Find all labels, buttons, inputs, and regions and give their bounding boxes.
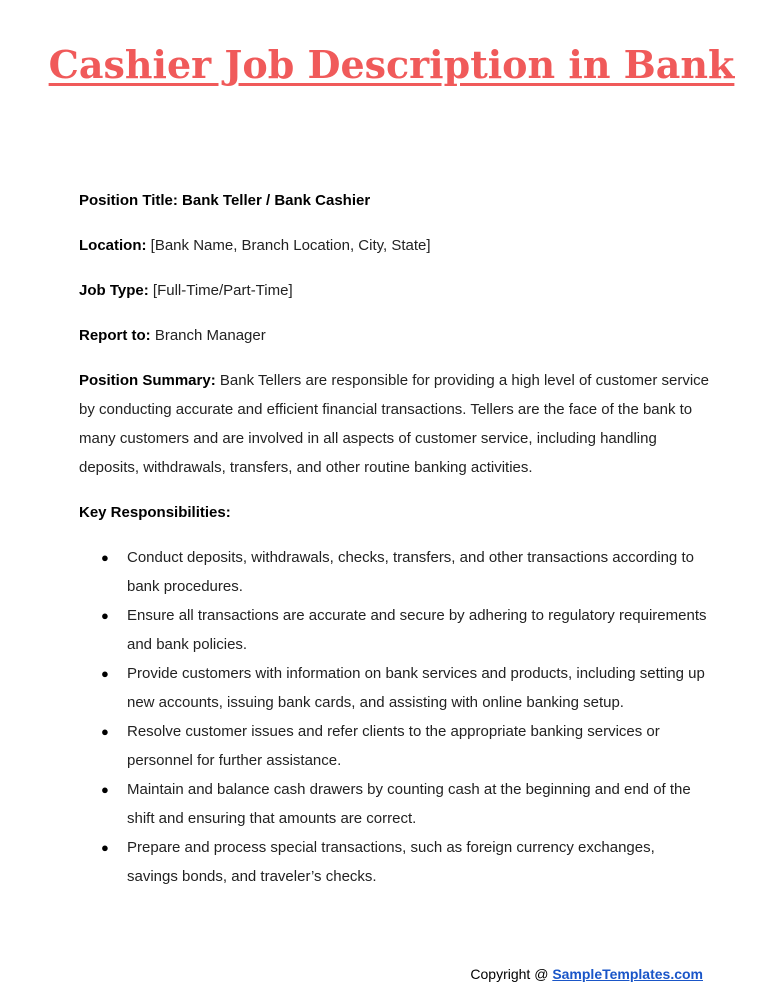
list-item-text: Ensure all transactions are accurate and secure by adhering to regulatory requirements and bank policies. — [127, 607, 707, 653]
list-item — [79, 833, 709, 891]
list-item — [79, 543, 709, 601]
list-item-text: Prepare and process special transactions, such as foreign currency exchanges, savings bonds, and traveler’s checks. — [127, 839, 655, 885]
job-type-field — [79, 276, 709, 305]
location-value: [Bank Name, Branch Location, City, State] — [150, 237, 431, 254]
list-item — [79, 717, 709, 775]
bullet-icon: ● — [101, 550, 109, 565]
list-item — [79, 659, 709, 717]
location-label: Location: — [79, 237, 147, 254]
bullet-icon: ● — [101, 666, 109, 681]
bullet-icon: ● — [101, 724, 109, 739]
position-summary-field — [79, 366, 709, 482]
list-item — [79, 775, 709, 833]
copyright-text: Copyright @ — [470, 966, 549, 982]
job-type-label: Job Type: — [79, 282, 149, 299]
bullet-icon: ● — [101, 782, 109, 797]
report-to-label: Report to: — [79, 327, 151, 344]
bullet-icon: ● — [101, 840, 109, 855]
footer-copyright — [470, 964, 703, 984]
page-title: Cashier Job Description in Bank — [48, 42, 735, 87]
list-item — [79, 601, 709, 659]
location-field — [79, 231, 709, 260]
document-body — [79, 186, 709, 891]
key-responsibilities-list — [79, 543, 709, 891]
list-item-text: Resolve customer issues and refer clients to the appropriate banking services or personnel for further assistance. — [127, 723, 660, 769]
key-responsibilities-heading: Key Responsibilities: — [79, 504, 231, 521]
list-item-text: Provide customers with information on bank services and products, including setting up new accounts, issuing bank cards, and assisting with online banking setup. — [127, 665, 705, 711]
list-item-text: Conduct deposits, withdrawals, checks, transfers, and other transactions according to bank procedures. — [127, 549, 694, 595]
report-to-field — [79, 321, 709, 350]
bullet-icon: ● — [101, 608, 109, 623]
job-type-value: [Full-Time/Part-Time] — [152, 282, 293, 299]
position-summary-value: Bank Tellers are responsible for providing a high level of customer service by conducting accurate and efficient financial transactions. Tellers are the face of the bank to many customers and are involved in all aspects of customer service, including handling deposits, withdrawals, transfers, and other routine banking activities. — [79, 372, 710, 476]
list-item-text: Maintain and balance cash drawers by counting cash at the beginning and end of the shift and ensuring that amounts are correct. — [127, 781, 691, 827]
report-to-value: Branch Manager — [154, 327, 266, 344]
position-title-label: Position Title: Bank Teller / Bank Cashier — [79, 192, 371, 209]
position-summary-label: Position Summary: — [79, 372, 216, 389]
position-title-field — [79, 186, 709, 215]
sampletemplates-link[interactable]: SampleTemplates.com — [552, 966, 703, 982]
